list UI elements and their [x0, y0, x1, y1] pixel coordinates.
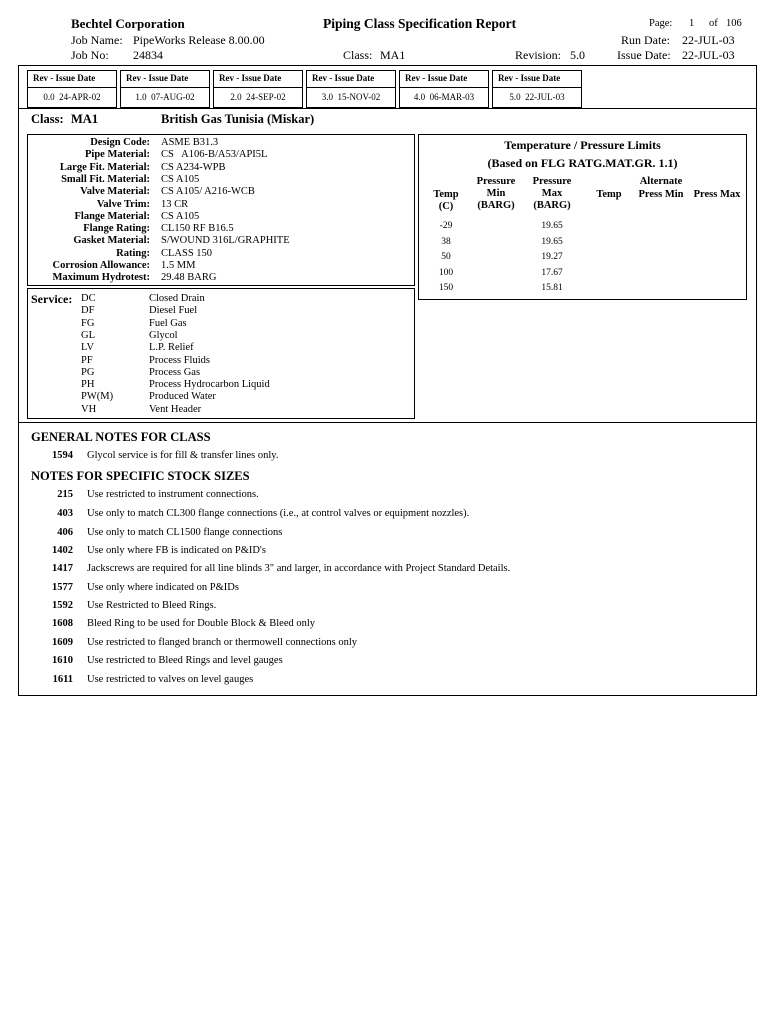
revision-number: 3.0: [321, 92, 334, 102]
job-name-value: PipeWorks Release 8.00.00: [133, 33, 265, 47]
revision-divider: [18, 108, 756, 109]
note-number: 1594: [52, 450, 73, 461]
spec-value: CS A105: [161, 173, 200, 185]
row-temp: -29: [439, 221, 453, 231]
revision-box: [213, 70, 303, 108]
spec-box: [27, 134, 415, 286]
col-alt-temp-header: Temp: [596, 189, 622, 200]
service-name: Process Fluids: [149, 354, 210, 366]
service-name: Fuel Gas: [149, 317, 187, 329]
revision-box-header: Rev - Issue Date: [126, 73, 189, 83]
note-number: 1609: [52, 637, 73, 648]
col-pressure-max-header: Pressure Max (BARG): [532, 176, 572, 211]
note-text: Use restricted to flanged branch or thermowell connections only: [87, 637, 357, 648]
spec-value: CLASS 150: [161, 247, 213, 259]
service-code: GL: [81, 329, 95, 341]
class-value: MA1: [380, 48, 406, 62]
job-name-label: Job Name:: [71, 33, 123, 47]
revision-number: 0.0: [43, 92, 55, 102]
general-notes-title: GENERAL NOTES FOR CLASS: [31, 430, 211, 444]
spec-value: S/WOUND 316L/GRAPHITE: [161, 235, 290, 247]
note-text: Use restricted to instrument connections.: [87, 489, 259, 500]
spec-value: 1.5 MM: [161, 260, 196, 271]
page-of: of: [709, 18, 718, 29]
row-pressure-max: 19.65: [541, 221, 563, 231]
class-label: Class:: [343, 48, 373, 62]
service-code: LV: [81, 342, 95, 354]
spec-value: ASME B31.3: [161, 137, 219, 148]
row-pressure-max: 19.65: [541, 236, 563, 247]
company-name: Bechtel Corporation: [71, 16, 185, 31]
note-text: Use restricted to Bleed Rings and level gauges: [87, 655, 283, 666]
note-number: 1611: [52, 674, 73, 685]
page-total: 106: [726, 18, 742, 29]
row-pressure-max: 15.81: [541, 283, 563, 293]
service-name: Glycol: [149, 329, 178, 341]
revision-box-header: Rev - Issue Date: [498, 73, 561, 83]
revision-date: 15-NOV-02: [337, 92, 381, 102]
revision-number: 1.0: [135, 92, 147, 102]
service-name: Process Gas: [149, 366, 201, 378]
note-number: 1610: [52, 655, 73, 666]
revision-box-header: Rev - Issue Date: [33, 73, 96, 83]
spec-label: Valve Material:: [80, 186, 150, 198]
spec-value: CS A106-B/A53/API5L: [161, 149, 268, 161]
note-number: 215: [57, 489, 73, 500]
revision-box: [306, 70, 396, 108]
spec-value: 13 CR: [161, 198, 189, 210]
note-number: 1608: [52, 618, 73, 629]
revision-number: 4.0: [413, 92, 426, 102]
specific-notes-title: NOTES FOR SPECIFIC STOCK SIZES: [31, 469, 250, 483]
revision-box: [27, 70, 117, 108]
col-alt-press-min-header: Press Min: [638, 189, 684, 200]
issue-date-label: Issue Date:: [617, 48, 671, 62]
revision-date: 06-MAR-03: [429, 92, 475, 102]
temp-pressure-subtitle: (Based on FLG RATG.MAT.GR. 1.1): [487, 156, 678, 170]
service-code: DC: [81, 293, 96, 304]
col-alt-press-max-header: Press Max: [693, 189, 741, 200]
col-alt-header: Alternate: [639, 176, 683, 187]
row-pressure-max: 19.27: [541, 252, 563, 262]
row-temp: 150: [438, 283, 454, 293]
revision-number: 2.0: [230, 92, 242, 102]
issue-date-value: 22-JUL-03: [682, 48, 735, 62]
note-text: Use only where indicated on P&IDs: [87, 582, 239, 593]
note-text: Jackscrews are required for all line blinds 3" and larger, in accordance with Project Standard Details.: [87, 563, 511, 574]
note-text: Use restricted to valves on level gauges: [87, 674, 254, 685]
note-number: 1417: [52, 563, 73, 574]
service-name: Vent Header: [149, 403, 202, 415]
page-number: 1: [689, 18, 695, 29]
note-text: Use only where FB is indicated on P&ID's: [87, 545, 266, 556]
note-text: Use only to match CL300 flange connections (i.e., at control valves or equipment nozzles).: [87, 508, 470, 519]
revision-date: 22-JUL-03: [525, 92, 565, 102]
revision-box-header: Rev - Issue Date: [405, 73, 468, 83]
note-text: Bleed Ring to be used for Double Block & Bleed only: [87, 618, 316, 629]
spec-label: Gasket Material:: [73, 235, 150, 247]
spec-label: Flange Material:: [74, 210, 150, 222]
row-temp: 100: [438, 267, 454, 278]
service-code: PW(M): [81, 391, 114, 403]
job-no-label: Job No:: [71, 48, 109, 62]
job-no-value: 24834: [133, 48, 163, 62]
service-code: FG: [81, 317, 95, 329]
row-pressure-max: 17.67: [541, 267, 563, 278]
row-temp: 38: [441, 236, 451, 247]
note-text: Glycol service is for fill & transfer lines only.: [87, 450, 279, 461]
revision-box: [120, 70, 210, 108]
service-box: [27, 288, 415, 419]
col-temp-header: Temp (C): [433, 189, 459, 212]
spec-label: Flange Rating:: [83, 223, 150, 235]
note-number: 403: [57, 508, 73, 519]
service-code: VH: [81, 403, 97, 415]
revision-date: 07-AUG-02: [151, 92, 195, 102]
service-code: DF: [81, 305, 95, 317]
revision-date: 24-APR-02: [59, 92, 101, 102]
spec-value: CS A234-WPB: [161, 161, 226, 173]
class-line-value: MA1: [71, 112, 99, 126]
col-pressure-min-header: Pressure Min (BARG): [476, 176, 516, 211]
spec-label: Pipe Material:: [84, 149, 150, 161]
revision-value: 5.0: [570, 48, 585, 62]
spec-label: Design Code:: [90, 137, 150, 148]
revision-label: Revision:: [515, 48, 562, 62]
spec-label: Corrosion Allowance:: [52, 260, 150, 271]
run-date-label: Run Date:: [621, 33, 670, 47]
note-text: Use only to match CL1500 flange connections: [87, 527, 283, 538]
spec-value: CS A105/ A216-WCB: [161, 186, 255, 198]
spec-value: CL150 RF B16.5: [161, 223, 234, 235]
revision-box: [399, 70, 489, 108]
class-line-label: Class:: [31, 112, 64, 126]
note-number: 1402: [52, 545, 73, 556]
service-label: Service:: [31, 292, 73, 306]
service-name: Process Hydrocarbon Liquid: [149, 379, 270, 391]
spec-label: Maximum Hydrotest:: [52, 272, 150, 284]
service-name: Diesel Fuel: [149, 305, 198, 317]
service-code: PG: [81, 366, 95, 378]
revision-box: [492, 70, 582, 108]
note-number: 1577: [52, 582, 73, 593]
class-line-description: British Gas Tunisia (Miskar): [161, 112, 315, 126]
row-temp: 50: [441, 252, 451, 262]
note-number: 1592: [52, 600, 73, 611]
service-name: Produced Water: [149, 391, 216, 403]
page-label: Page:: [649, 18, 673, 29]
service-name: Closed Drain: [149, 293, 205, 304]
revision-box-header: Rev - Issue Date: [312, 73, 375, 83]
section-divider: [18, 422, 756, 423]
temp-pressure-title: Temperature / Pressure Limits: [504, 138, 661, 152]
service-code: PH: [81, 379, 95, 391]
revision-box-header: Rev - Issue Date: [219, 73, 282, 83]
note-number: 406: [57, 527, 73, 538]
note-text: Use Restricted to Bleed Rings.: [87, 600, 217, 611]
service-code: PF: [81, 354, 93, 366]
service-name: L.P. Relief: [149, 342, 194, 354]
spec-value: 29.48 BARG: [161, 272, 217, 284]
spec-label: Large Fit. Material:: [59, 161, 150, 173]
revision-number: 5.0: [509, 92, 521, 102]
temp-pressure-box: [418, 134, 747, 300]
spec-value: CS A105: [161, 210, 200, 222]
revision-date: 24-SEP-02: [246, 92, 286, 102]
run-date-value: 22-JUL-03: [682, 33, 735, 47]
spec-label: Small Fit. Material:: [61, 173, 150, 185]
spec-label: Valve Trim:: [96, 198, 150, 210]
report-title: Piping Class Specification Report: [323, 16, 517, 31]
spec-label: Rating:: [116, 247, 150, 259]
